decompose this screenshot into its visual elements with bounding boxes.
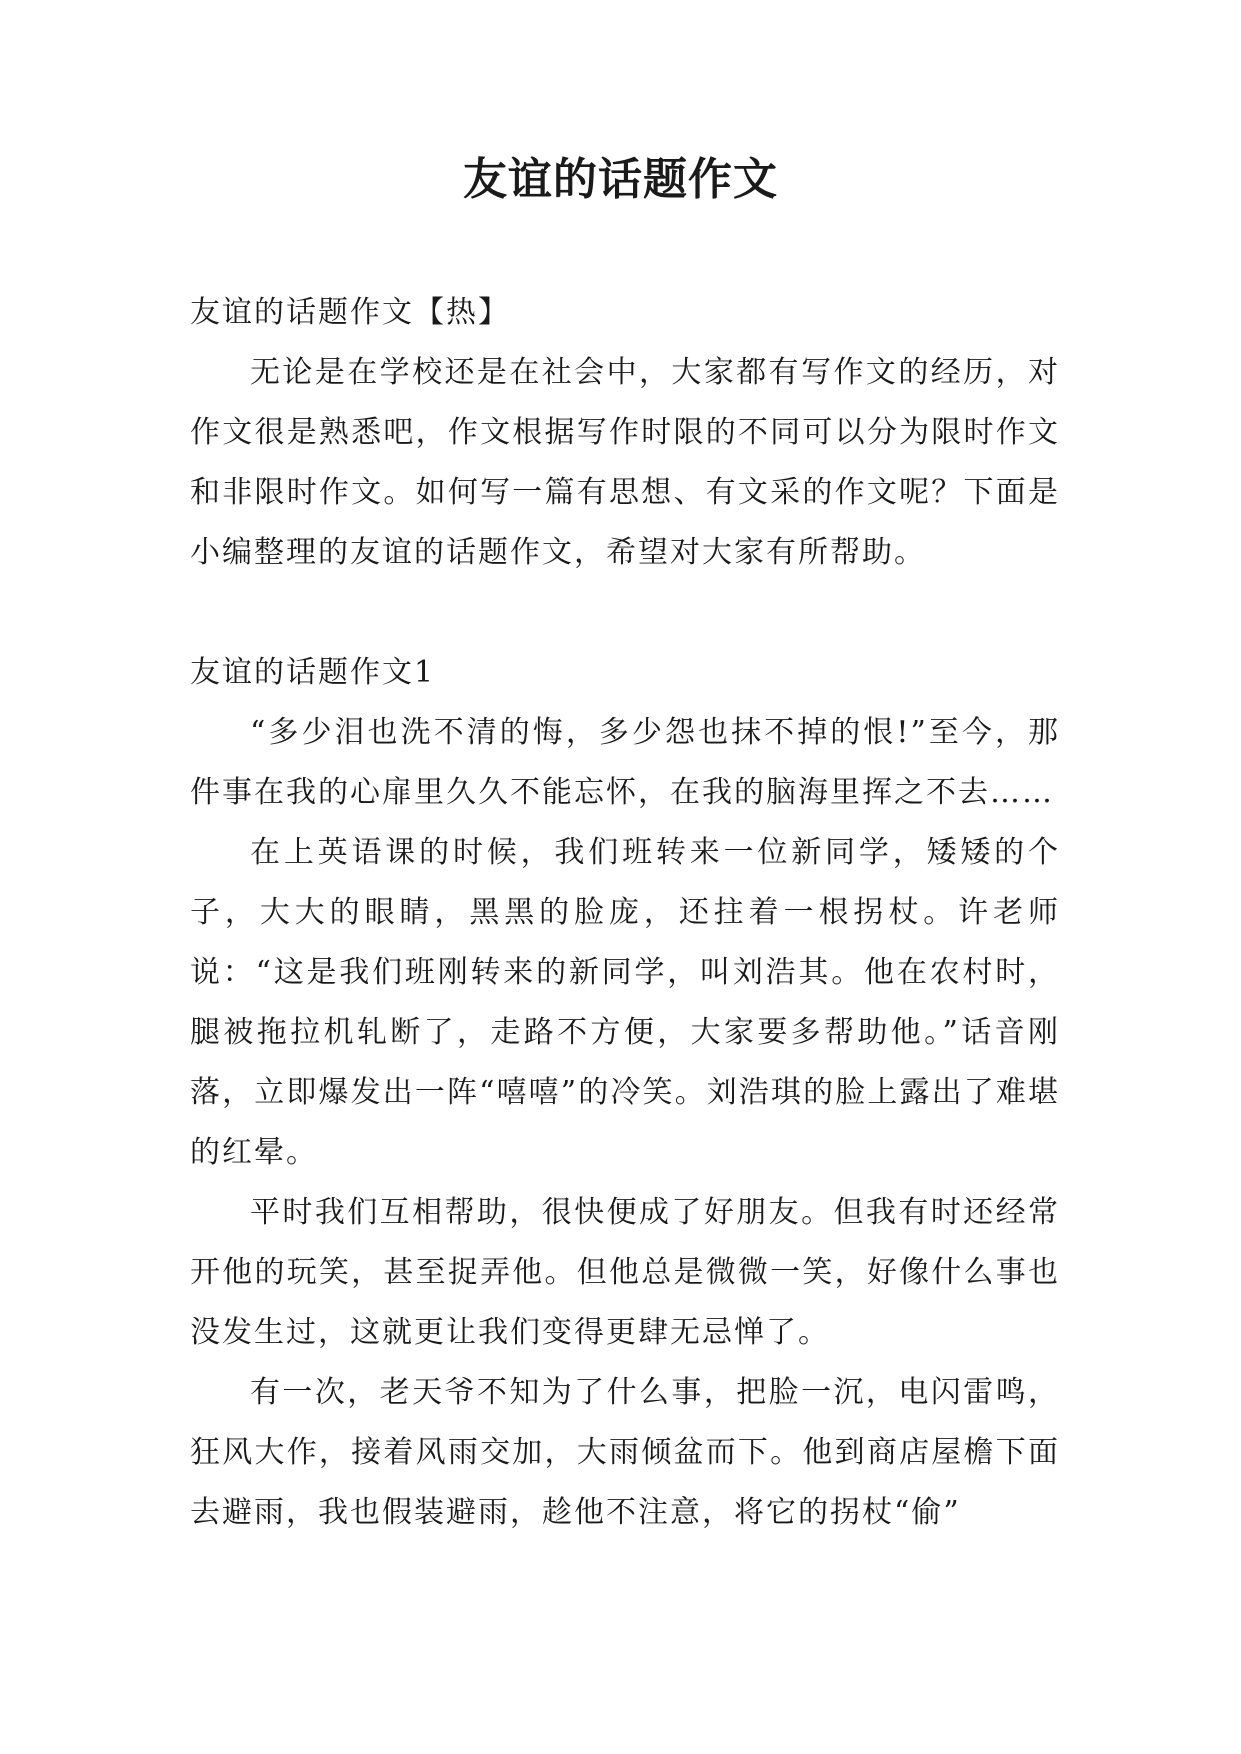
- document-title: 友谊的话题作文: [463, 154, 778, 205]
- intro-paragraph: 无论是在学校还是在社会中，大家都有写作文的经历，对作文很是熟悉吧，作文根据写作时限的不同可以分为限时作文和非限时作文。如何写一篇有思想、有文采的作文呢？下面是小编整理的友谊的话题作文，希望对大家有所帮助。: [190, 355, 1060, 570]
- essay-paragraph-1: “多少泪也洗不清的悔，多少怨也抹不掉的恨!”至今，那件事在我的心扉里久久不能忘怀，在我的脑海里挥之不去……: [190, 715, 1060, 810]
- essay-paragraph-2: 在上英语课的时候，我们班转来一位新同学，矮矮的个子，大大的眼睛，黑黑的脸庞，还拄着一根拐杖。许老师说：“这是我们班刚转来的新同学，叫刘浩其。他在农村时，腿被拖拉机轧断了，走路不方便，大家要多帮助他。”话音刚落，立即爆发出一阵“嘻嘻”的冷笑。刘浩琪的脸上露出了难堪的红晕。: [190, 835, 1060, 1170]
- section-spacer: [190, 583, 1060, 643]
- intro-heading: 友谊的话题作文【热】: [190, 295, 510, 330]
- essay-paragraph-4: 有一次，老天爷不知为了什么事，把脸一沉，电闪雷鸣，狂风大作，接着风雨交加，大雨倾盆而下。他到商店屋檐下面去避雨，我也假装避雨，趁他不注意，将它的拐杖“偷”: [190, 1375, 1060, 1530]
- essay-paragraph-3: 平时我们互相帮助，很快便成了好朋友。但我有时还经常开他的玩笑，甚至捉弄他。但他总是微微一笑，好像什么事也没发生过，这就更让我们变得更肆无忌惮了。: [190, 1195, 1060, 1350]
- essay-heading: 友谊的话题作文1: [190, 655, 436, 690]
- document-body: [190, 283, 1060, 1543]
